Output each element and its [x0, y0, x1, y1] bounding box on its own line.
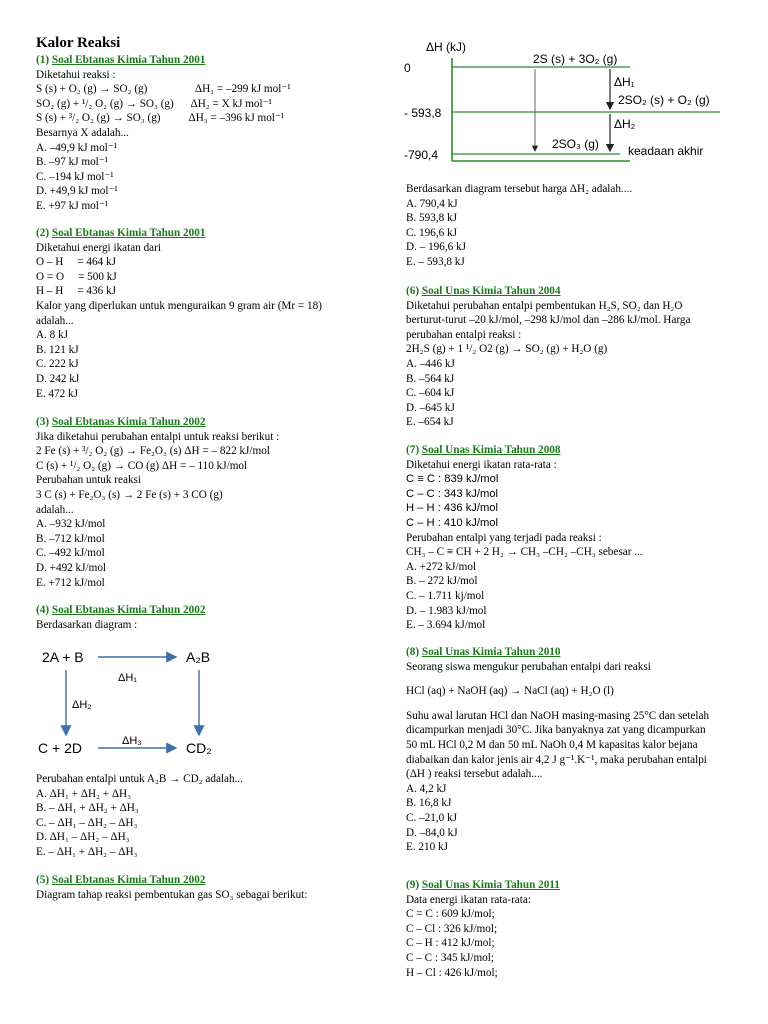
q1-option-b: B. –97 kJ mol⁻¹ — [36, 156, 109, 169]
q3-line: 2 Fe (s) + ³/₂ O₂ (g) → Fe₂O₃ (s) ΔH = – 822 kJ/mol — [36, 445, 270, 458]
q3-option-d: D. +492 kJ/mol — [36, 561, 107, 574]
q4-option-b: B. – ΔH₁ + ΔH₂ + ΔH₃ — [36, 802, 139, 815]
q1-option-c: C. –194 kJ mol⁻¹ — [36, 170, 114, 183]
q9-line: C – Cl : 326 kJ/mol; — [406, 922, 498, 935]
q8-option-c: C. –21,0 kJ — [406, 811, 457, 824]
q5-option-a: A. 790,4 kJ — [406, 197, 458, 210]
q7-option-b: B. – 272 kJ/mol — [406, 575, 478, 588]
diagram-top-left-label: 2A + B — [42, 649, 84, 665]
question-4-heading: (4) Soal Ebtanas Kimia Tahun 2002 — [36, 604, 206, 616]
q4-option-d: D. ΔH₁ – ΔH₂ – ΔH₃ — [36, 831, 130, 844]
q8-line: diabaikan dan kalor jenis air 4,2 J g⁻¹.K⁻¹, maka perubahan entalpi — [406, 753, 707, 766]
tick-label-593: - 593,8 — [404, 106, 442, 120]
question-5-options — [406, 182, 756, 270]
question-6 — [406, 284, 756, 430]
label-dh3: ΔH₃ — [122, 735, 142, 747]
q5-option-e: E. – 593,8 kJ — [406, 255, 465, 268]
label-dh1: ΔH₁ — [118, 672, 138, 684]
q6-option-b: B. –564 kJ — [406, 372, 455, 385]
q6-line: perubahan entalpi reaksi : — [406, 328, 522, 341]
level-1-label: 2SO₂ (s) + O₂ (g) — [618, 93, 710, 107]
q8-line: (ΔH ) reaksi tersebut adalah.... — [406, 768, 543, 781]
q2-option-c: C. 222 kJ — [36, 358, 79, 371]
end-state-label: keadaan akhir — [628, 144, 704, 158]
q3-line: 3 C (s) + Fe₂O₃ (s) → 2 Fe (s) + 3 CO (g) — [36, 488, 223, 501]
q5-intro: Diagram tahap reaksi pembentukan gas SO₃ sebagai berikut: — [36, 888, 308, 901]
question-2-heading: (2) Soal Ebtanas Kimia Tahun 2001 — [36, 227, 206, 239]
q5-option-d: D. – 196,6 kJ — [406, 241, 466, 254]
q6-option-e: E. –654 kJ — [406, 416, 454, 429]
diagram-bottom-left-label: C + 2D — [38, 740, 82, 756]
question-3 — [36, 415, 386, 590]
q2-option-e: E. 472 kJ — [36, 387, 78, 400]
question-4-options — [36, 772, 386, 860]
q4-option-a: A. ΔH₁ + ΔH₂ + ΔH₃ — [36, 787, 132, 800]
q6-line: Diketahui perubahan entalpi pembentukan H₂S, SO₂ dan H₂O — [406, 299, 683, 312]
question-5-heading: (5) Soal Ebtanas Kimia Tahun 2002 — [36, 874, 206, 886]
tick-label-0: 0 — [404, 61, 411, 75]
q3-line: Perubahan untuk reaksi — [36, 474, 142, 487]
q3-option-e: E. +712 kJ/mol — [36, 576, 105, 589]
question-9-heading: (9) Soal Unas Kimia Tahun 2011 — [406, 879, 560, 891]
q2-line: O – H = 464 kJ — [36, 256, 116, 269]
question-9 — [406, 878, 756, 980]
label-dh2: ΔH₂ — [72, 699, 92, 711]
enthalpy-level-diagram — [400, 36, 720, 172]
question-8 — [406, 645, 756, 855]
q8-line: Seorang siswa mengukur perubahan entalpi dari reaksi — [406, 660, 651, 673]
q6-option-c: C. –604 kJ — [406, 387, 455, 400]
q5-line: Berdasarkan diagram tersebut harga ΔH₂ adalah.... — [406, 183, 633, 195]
q1-line: S (s) + O₂ (g) → SO₂ (g) ΔH₁ = –299 kJ mol⁻¹ — [36, 83, 291, 96]
q3-line: adalah... — [36, 503, 74, 516]
q1-line: Diketahui reaksi : — [36, 68, 116, 81]
question-7-heading: (7) Soal Unas Kimia Tahun 2008 — [406, 444, 561, 456]
q7-line: Diketahui energi ikatan rata-rata : — [406, 458, 557, 471]
q3-option-a: A. –932 kJ/mol — [36, 518, 106, 531]
q3-option-c: C. –492 kJ/mol — [36, 547, 105, 560]
q8-option-b: B. 16,8 kJ — [406, 797, 452, 810]
question-6-heading: (6) Soal Unas Kimia Tahun 2004 — [406, 285, 561, 297]
q3-option-b: B. –712 kJ/mol — [36, 532, 105, 545]
question-3-heading: (3) Soal Ebtanas Kimia Tahun 2002 — [36, 416, 206, 428]
q2-option-a: A. 8 kJ — [36, 329, 69, 342]
diagram-y-label: ΔH (kJ) — [426, 40, 467, 54]
q3-line: C (s) + ¹/₂ O₂ (g) → CO (g) ΔH = – 110 kJ/mol — [36, 459, 248, 472]
q5-option-b: B. 593,8 kJ — [406, 212, 457, 225]
tick-label-790: -790,4 — [404, 148, 439, 162]
label-dh2: ΔH₂ — [614, 117, 636, 131]
q7-line: Perubahan entalpi yang terjadi pada reaksi : — [406, 531, 602, 544]
q4-option-c: C. – ΔH₁ – ΔH₂ – ΔH₃ — [36, 816, 138, 829]
q2-option-d: D. 242 kJ — [36, 372, 80, 385]
q7-line: C ≡ C : 839 kJ/mol — [406, 473, 499, 486]
q1-option-e: E. +97 kJ mol⁻¹ — [36, 199, 109, 212]
question-1-heading: (1) Soal Ebtanas Kimia Tahun 2001 — [36, 54, 206, 66]
q7-line: C – H : 410 kJ/mol — [406, 516, 499, 529]
question-7 — [406, 443, 756, 633]
q6-line: berturut-turut –20 kJ/mol, –298 kJ/mol dan –286 kJ/mol. Harga — [406, 314, 691, 327]
question-4 — [36, 603, 386, 632]
question-8-heading: (8) Soal Unas Kimia Tahun 2010 — [406, 646, 561, 658]
hess-cycle-diagram — [36, 640, 266, 765]
q8-line: 50 mL HCl 0,2 M dan 50 mL NaOh 0,4 M kapasitas kalor bejana — [406, 738, 698, 751]
q7-option-e: E. – 3.694 kJ/mol — [406, 619, 486, 632]
q4-option-e: E. – ΔH₁ + ΔH₂ – ΔH₃ — [36, 845, 138, 858]
q7-option-c: C. – 1.711 kj/mol — [406, 589, 485, 602]
q1-line: SO₂ (g) + ¹/₂ O₂ (g) → SO₃ (g) ΔH₂ = X kJ mol⁻¹ — [36, 97, 272, 110]
q2-line: O = O = 500 kJ — [36, 270, 117, 283]
q8-option-a: A. 4,2 kJ — [406, 782, 447, 795]
q9-line: C = C : 609 kJ/mol; — [406, 908, 495, 921]
level-2-label: 2SO₃ (g) — [552, 137, 599, 151]
q4-line: Perubahan entalpi untuk A₂B → CD₂ adalah... — [36, 773, 243, 785]
q6-line: 2H₂S (g) + 1 ¹/₂ O2 (g) → SO₂ (g) + H₂O (g) — [406, 343, 608, 356]
q8-equation: HCl (aq) + NaOH (aq) → NaCl (aq) + H₂O (l) — [406, 685, 614, 698]
q2-line: H – H = 436 kJ — [36, 285, 116, 298]
q9-line: H – Cl : 426 kJ/mol; — [406, 966, 498, 979]
q1-line: S (s) + ³/₂ O₂ (g) → SO₃ (g) ΔH₃ = –396 kJ mol⁻¹ — [36, 112, 285, 125]
level-0-label: 2S (s) + 3O₂ (g) — [533, 52, 618, 66]
document-title: Kalor Reaksi — [36, 35, 121, 51]
label-dh1: ΔH₁ — [614, 75, 635, 89]
q5-option-c: C. 196,6 kJ — [406, 226, 457, 239]
q6-option-a: A. –446 kJ — [406, 357, 455, 370]
q7-line: CH₃ – C ≡ CH + 2 H₂ → CH₃ –CH₂ –CH₃ sebesar ... — [406, 546, 643, 559]
diagram-top-right-label: A₂B — [186, 649, 211, 665]
q8-line: Suhu awal larutan HCl dan NaOH masing-masing 25°C dan setelah — [406, 709, 710, 722]
q1-option-d: D. +49,9 kJ mol⁻¹ — [36, 185, 118, 198]
q2-line: Diketahui energi ikatan dari — [36, 241, 161, 254]
question-1 — [36, 53, 386, 214]
q8-spacer — [406, 674, 756, 684]
q9-line: C – C : 345 kJ/mol; — [406, 951, 494, 964]
q3-line: Jika diketahui perubahan entalpi untuk reaksi berikut : — [36, 430, 280, 443]
q8-option-d: D. –84,0 kJ — [406, 826, 458, 839]
q2-line: Kalor yang diperlukan untuk menguraikan 9 gram air (Mr = 18) — [36, 299, 322, 312]
q9-line: Data energi ikatan rata-rata: — [406, 893, 531, 906]
diagram-bottom-right-label: CD₂ — [186, 740, 212, 756]
q9-line: C – H : 412 kJ/mol; — [406, 937, 495, 950]
q8-option-e: E. 210 kJ — [406, 841, 448, 854]
q8-line: dicampurkan menjadi 30°C. Jika banyaknya zat yang dicampurkan — [406, 724, 706, 737]
question-5 — [36, 873, 386, 902]
q1-line: Besarnya X adalah... — [36, 126, 129, 139]
q1-option-a: A. –49,9 kJ mol⁻¹ — [36, 141, 118, 154]
q2-line: adalah... — [36, 314, 74, 327]
q8-spacer — [406, 699, 756, 709]
q7-line: C – C : 343 kJ/mol — [406, 487, 499, 500]
q7-option-d: D. – 1.983 kJ/mol — [406, 604, 487, 617]
q7-option-a: A. +272 kJ/mol — [406, 560, 477, 573]
question-2 — [36, 226, 386, 401]
q6-option-d: D. –645 kJ — [406, 401, 455, 414]
q4-intro: Berdasarkan diagram : — [36, 618, 138, 631]
q2-option-b: B. 121 kJ — [36, 343, 79, 356]
q7-line: H – H : 436 kJ/mol — [406, 502, 499, 515]
